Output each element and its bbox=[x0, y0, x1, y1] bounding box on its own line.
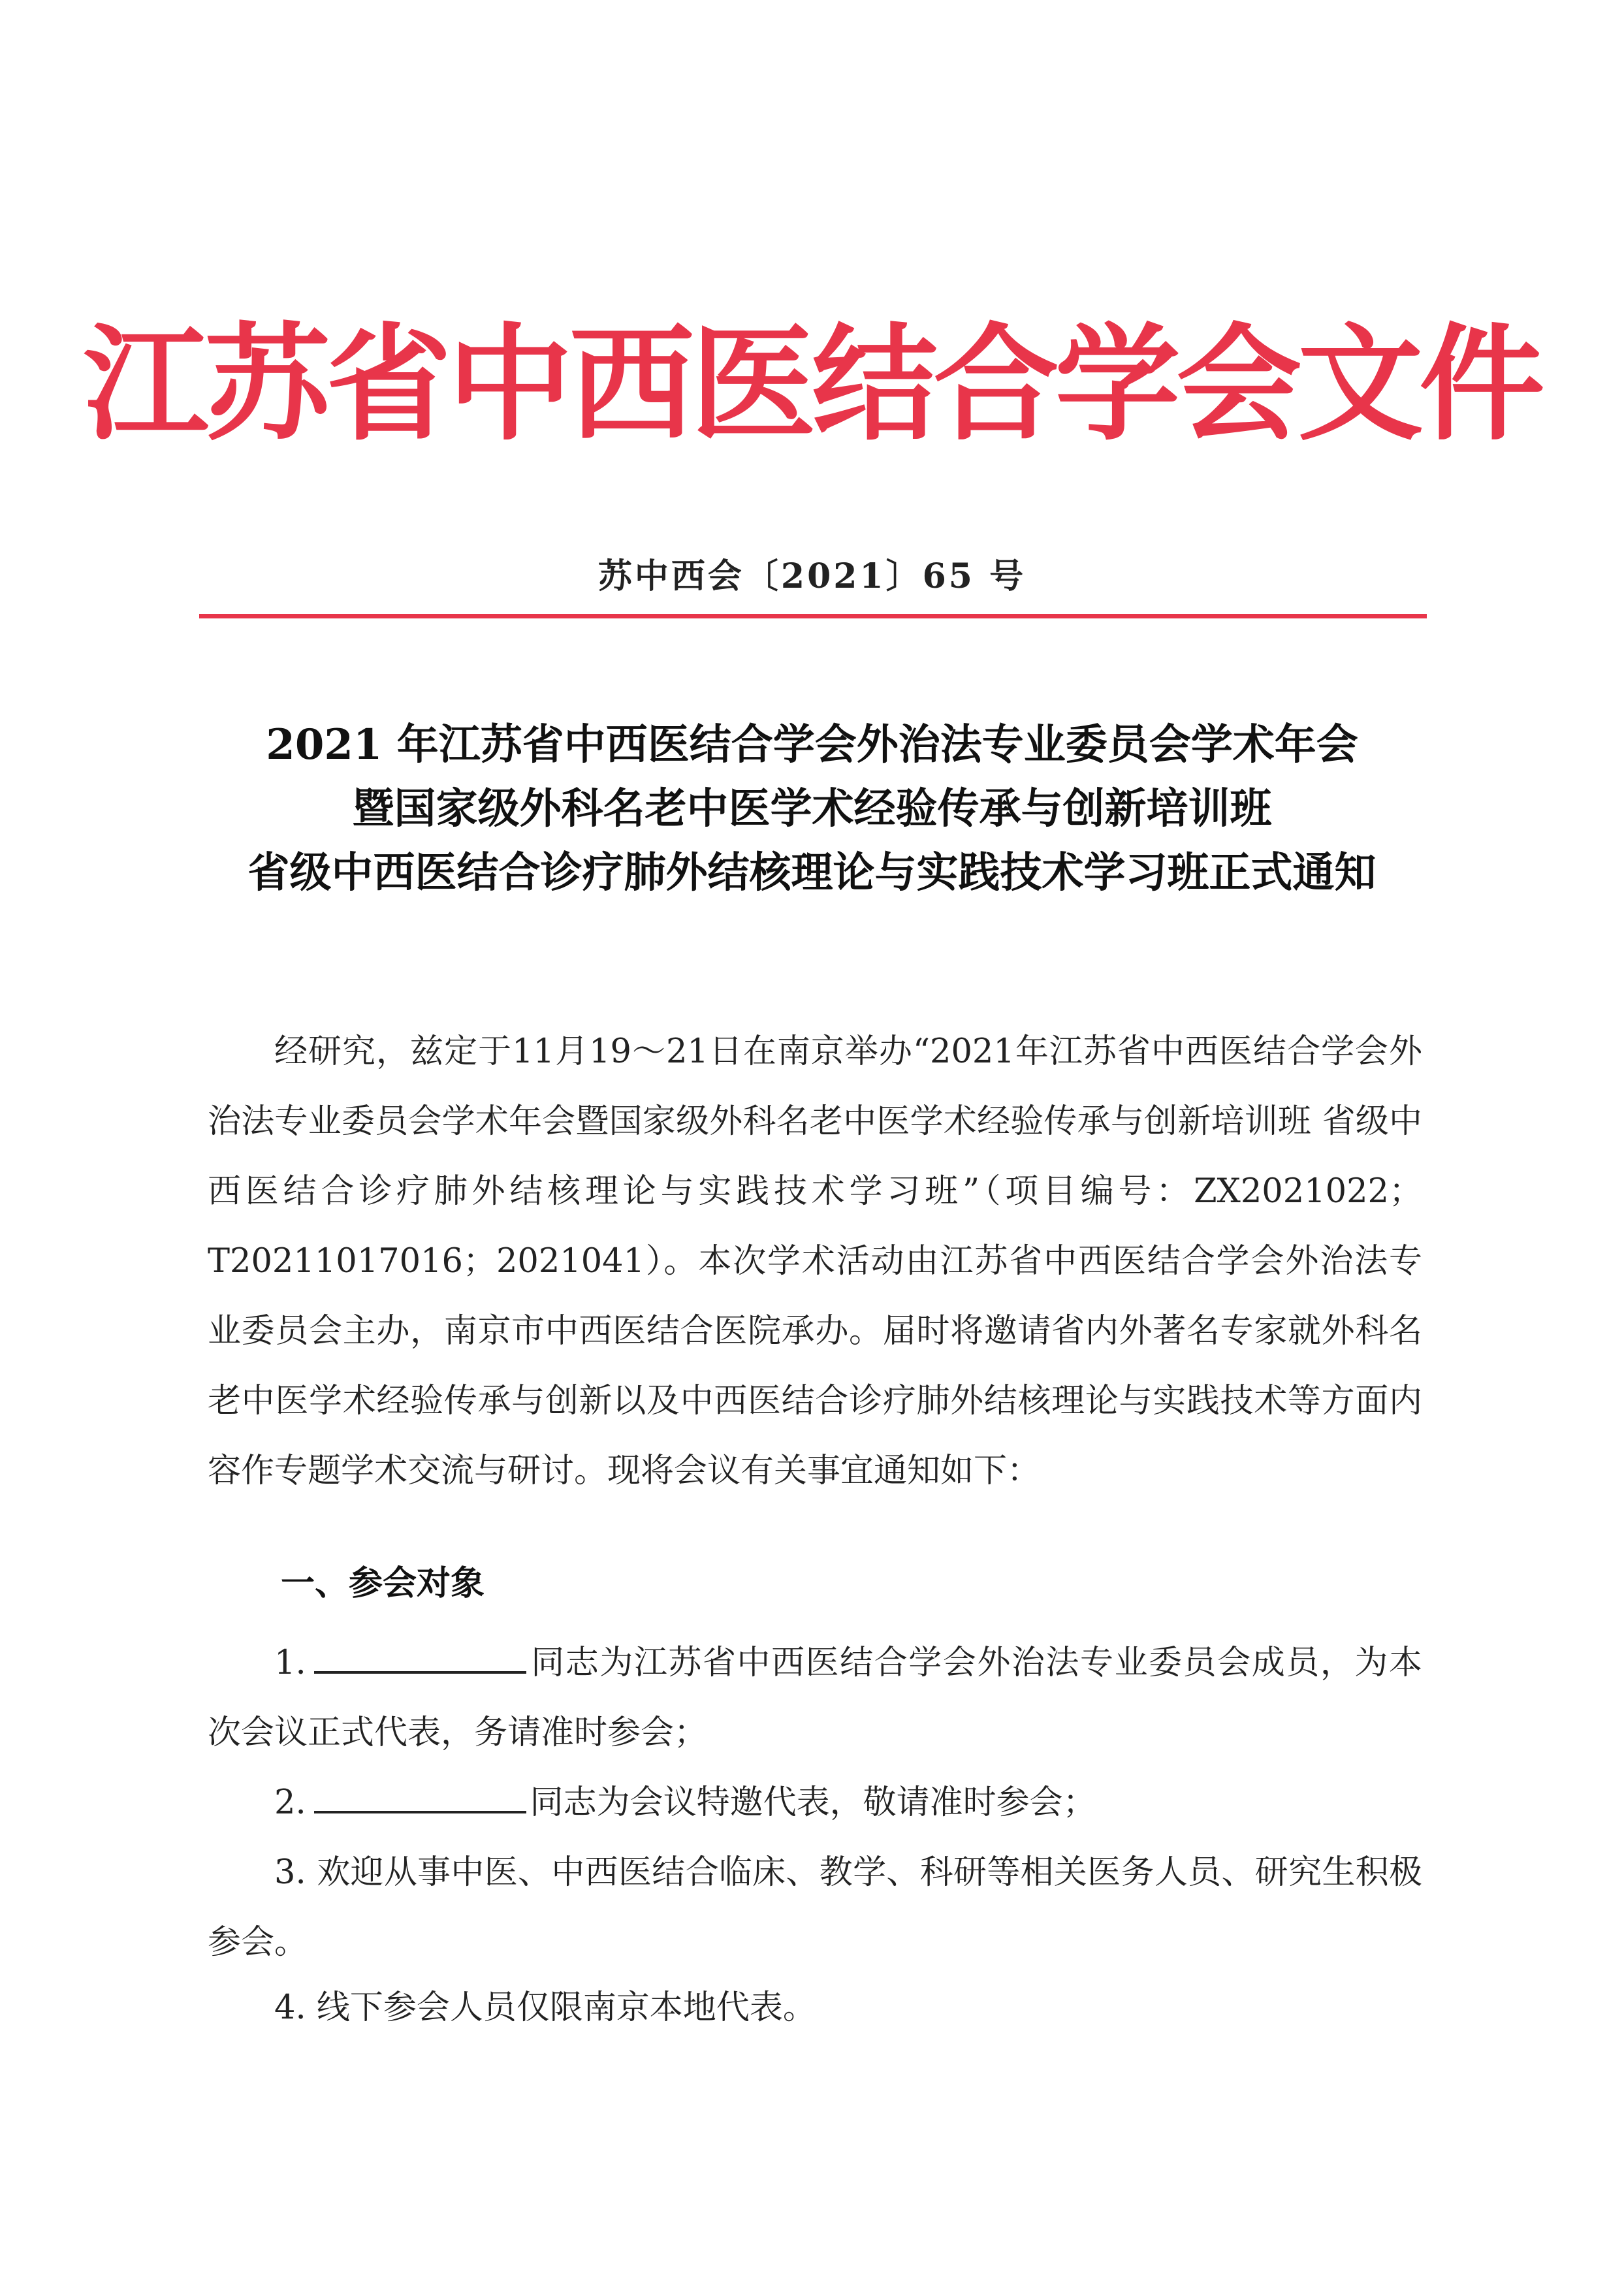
notice-title-line-1: 2021 年江苏省中西医结合学会外治法专业委员会学术年会 bbox=[266, 720, 1358, 769]
list-item-text: 欢迎从事中医、中西医结合临床、教学、科研等相关医务人员、研究生积极参会。 bbox=[208, 1853, 1422, 1962]
list-item-4 bbox=[208, 1973, 1422, 2043]
notice-title bbox=[0, 713, 1624, 905]
list-item-number: 2. bbox=[274, 1783, 306, 1822]
name-blank-field[interactable] bbox=[314, 1778, 526, 1813]
list-item-2 bbox=[208, 1768, 1422, 1838]
name-blank-field[interactable] bbox=[314, 1638, 526, 1674]
list-item-3 bbox=[208, 1838, 1422, 1977]
list-item-text: 同志为会议特邀代表，敬请准时参会； bbox=[530, 1783, 1096, 1822]
section-heading-attendees: 一、参会对象 bbox=[281, 1564, 485, 1603]
list-item-number: 3. bbox=[274, 1853, 306, 1892]
document-number: 苏中西会〔2021〕65 号 bbox=[597, 556, 1027, 596]
list-item-text: 线下参会人员仅限南京本地代表。 bbox=[316, 1988, 816, 2027]
notice-title-line-2: 暨国家级外科名老中医学术经验传承与创新培训班 bbox=[352, 784, 1272, 833]
intro-paragraph: 经研究，兹定于11月19～21日在南京举办“2021年江苏省中西医结合学会外治法专业委员会学术年会暨国家级外科名老中医学术经验传承与创新培训班 省级中西医结合诊疗肺外结核理论与实践技术学习班”（项目编号：ZX2021022；T20211017016；2021041）。本次学术活动由江苏省中西医结合学会外治法专业委员会主办，南京市中西医结合医院承办。届时将邀请省内外著名专家就外科名老中医学术经验传承与创新以及中西医结合诊疗肺外结核理论与实践技术等方面内容作专题学术交流与研讨。现将会议有关事宜通知如下： bbox=[208, 1032, 1422, 1490]
list-item-number: 4. bbox=[274, 1988, 306, 2027]
list-item-number: 1. bbox=[274, 1644, 306, 1682]
red-divider-rule bbox=[199, 614, 1427, 618]
document-header-title: 江苏省中西医结合学会文件 bbox=[83, 312, 1541, 458]
list-item-text: 同志为江苏省中西医结合学会外治法专业委员会成员，为本次会议正式代表，务请准时参会； bbox=[208, 1644, 1422, 1752]
notice-title-line-3: 省级中西医结合诊疗肺外结核理论与实践技术学习班正式通知 bbox=[247, 848, 1377, 897]
list-item-1 bbox=[208, 1628, 1422, 1768]
